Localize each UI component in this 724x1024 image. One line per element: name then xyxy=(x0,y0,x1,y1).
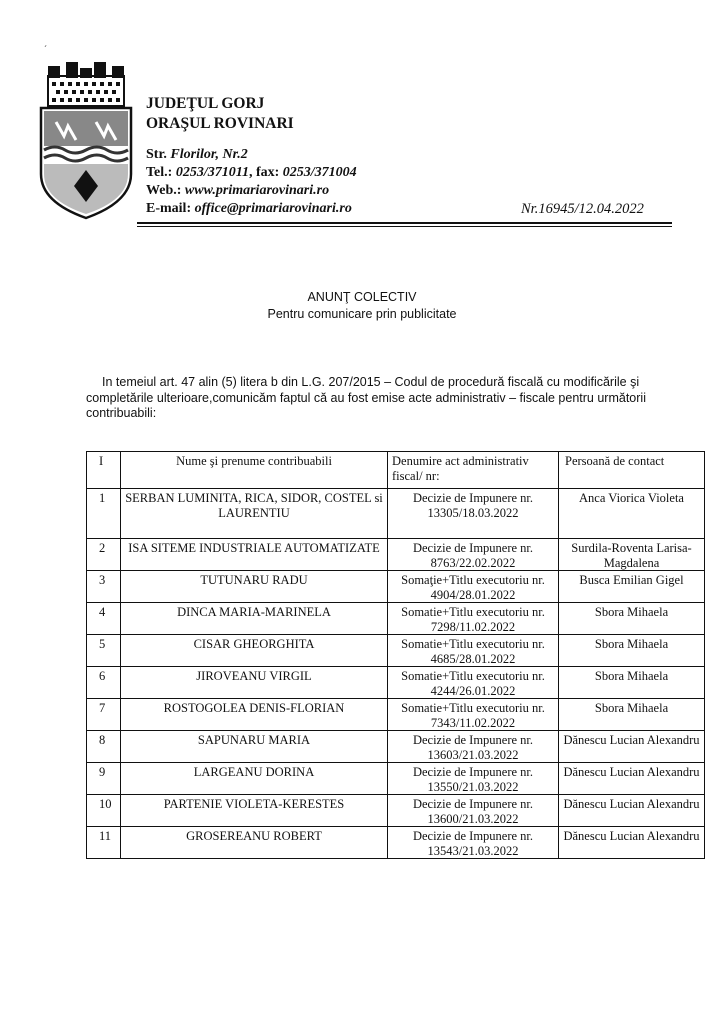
phone-line xyxy=(146,164,357,182)
scan-mark: ´ xyxy=(44,44,47,54)
table-row xyxy=(87,699,705,731)
act-description: Decizie de Impunere nr. 8763/22.02.2022 xyxy=(388,539,559,571)
header-divider xyxy=(137,222,672,224)
act-description: Somatie+Titlu executoriu nr. 7298/11.02.2022 xyxy=(388,603,559,635)
document-title: ANUNŢ COLECTIV xyxy=(307,290,417,304)
address-value: Florilor, Nr.2 xyxy=(170,147,248,162)
row-number: 8 xyxy=(87,731,121,763)
table-row xyxy=(87,827,705,859)
taxpayer-name: DINCA MARIA-MARINELA xyxy=(121,603,388,635)
tel-label: Tel.: xyxy=(146,165,173,180)
act-description: Decizie de Impunere nr. 13543/21.03.2022 xyxy=(388,827,559,859)
taxpayer-name: TUTUNARU RADU xyxy=(121,571,388,603)
contact-person: Dănescu Lucian Alexandru xyxy=(559,731,705,763)
row-number: 4 xyxy=(87,603,121,635)
taxpayer-name: CISAR GHEORGHITA xyxy=(121,635,388,667)
coat-of-arms-icon xyxy=(38,62,134,220)
email-value: office@primariarovinari.ro xyxy=(194,201,352,216)
web-label: Web.: xyxy=(146,183,182,198)
county-name: JUDEŢUL GORJ xyxy=(146,95,265,112)
row-number: 9 xyxy=(87,763,121,795)
row-number: 6 xyxy=(87,667,121,699)
contact-person: Sbora Mihaela xyxy=(559,667,705,699)
row-number: 3 xyxy=(87,571,121,603)
taxpayer-name: JIROVEANU VIRGIL xyxy=(121,667,388,699)
document-subtitle: Pentru comunicare prin publicitate xyxy=(267,307,457,321)
table-row xyxy=(87,539,705,571)
address-label: Str. xyxy=(146,147,167,162)
email-line xyxy=(146,200,357,218)
row-number: 5 xyxy=(87,635,121,667)
act-description: Somatie+Titlu executoriu nr. 4685/28.01.2022 xyxy=(388,635,559,667)
table-row xyxy=(87,603,705,635)
table-row xyxy=(87,571,705,603)
web-value: www.primariarovinari.ro xyxy=(184,183,330,198)
table-row xyxy=(87,731,705,763)
table-row xyxy=(87,667,705,699)
taxpayer-name: ISA SITEME INDUSTRIALE AUTOMATIZATE xyxy=(121,539,388,571)
act-description: Decizie de Impunere nr. 13550/21.03.2022 xyxy=(388,763,559,795)
email-label: E-mail: xyxy=(146,201,192,216)
col-header-nr: I xyxy=(87,452,121,489)
row-number: 11 xyxy=(87,827,121,859)
institution-header xyxy=(146,94,357,218)
table-row xyxy=(87,635,705,667)
table-row xyxy=(87,763,705,795)
row-number: 7 xyxy=(87,699,121,731)
act-description: Somaţie+Titlu executoriu nr. 4904/28.01.2022 xyxy=(388,571,559,603)
taxpayer-name: PARTENIE VIOLETA-KERESTES xyxy=(121,795,388,827)
act-description: Somatie+Titlu executoriu nr. 4244/26.01.2022 xyxy=(388,667,559,699)
town-name: ORAŞUL ROVINARI xyxy=(146,115,294,132)
contact-person: Anca Viorica Violeta xyxy=(559,489,705,539)
tel-value: 0253/371011 xyxy=(175,165,249,180)
address-line xyxy=(146,146,357,164)
col-header-act: Denumire act administrativ fiscal/ nr: xyxy=(388,452,559,489)
web-line xyxy=(146,182,357,200)
taxpayers-table xyxy=(86,451,705,859)
fax-value: 0253/371004 xyxy=(282,165,357,180)
table-row xyxy=(87,489,705,539)
contact-person: Dănescu Lucian Alexandru xyxy=(559,827,705,859)
table-header-row xyxy=(87,452,705,489)
header-divider-thin xyxy=(137,226,672,227)
taxpayer-name: ROSTOGOLEA DENIS-FLORIAN xyxy=(121,699,388,731)
contact-person: Sbora Mihaela xyxy=(559,699,705,731)
contact-person: Sbora Mihaela xyxy=(559,603,705,635)
taxpayer-name: SERBAN LUMINITA, RICA, SIDOR, COSTEL si LAURENTIU xyxy=(121,489,388,539)
intro-paragraph: In temeiul art. 47 alin (5) litera b din L.G. 207/2015 – Codul de procedură fiscală cu modificările şi completările ulterioare,comunicăm faptul că au fost emise acte administrativ – fiscale pentru următorii contribuabili: xyxy=(86,375,646,420)
table-row xyxy=(87,795,705,827)
act-description: Decizie de Impunere nr. 13305/18.03.2022 xyxy=(388,489,559,539)
taxpayer-name: GROSEREANU ROBERT xyxy=(121,827,388,859)
col-header-name: Nume şi prenume contribuabili xyxy=(121,452,388,489)
taxpayer-name: LARGEANU DORINA xyxy=(121,763,388,795)
col-header-contact: Persoană de contact xyxy=(559,452,705,489)
act-description: Decizie de Impunere nr. 13600/21.03.2022 xyxy=(388,795,559,827)
contact-person: Dănescu Lucian Alexandru xyxy=(559,795,705,827)
registration-number: Nr.16945/12.04.2022 xyxy=(521,201,644,217)
fax-label: , fax: xyxy=(248,165,280,180)
taxpayer-name: SAPUNARU MARIA xyxy=(121,731,388,763)
row-number: 1 xyxy=(87,489,121,539)
contact-person: Surdila-Roventa Larisa-Magdalena xyxy=(559,539,705,571)
act-description: Somatie+Titlu executoriu nr. 7343/11.02.2022 xyxy=(388,699,559,731)
contact-person: Dănescu Lucian Alexandru xyxy=(559,763,705,795)
row-number: 10 xyxy=(87,795,121,827)
act-description: Decizie de Impunere nr. 13603/21.03.2022 xyxy=(388,731,559,763)
row-number: 2 xyxy=(87,539,121,571)
contact-person: Sbora Mihaela xyxy=(559,635,705,667)
contact-person: Busca Emilian Gigel xyxy=(559,571,705,603)
